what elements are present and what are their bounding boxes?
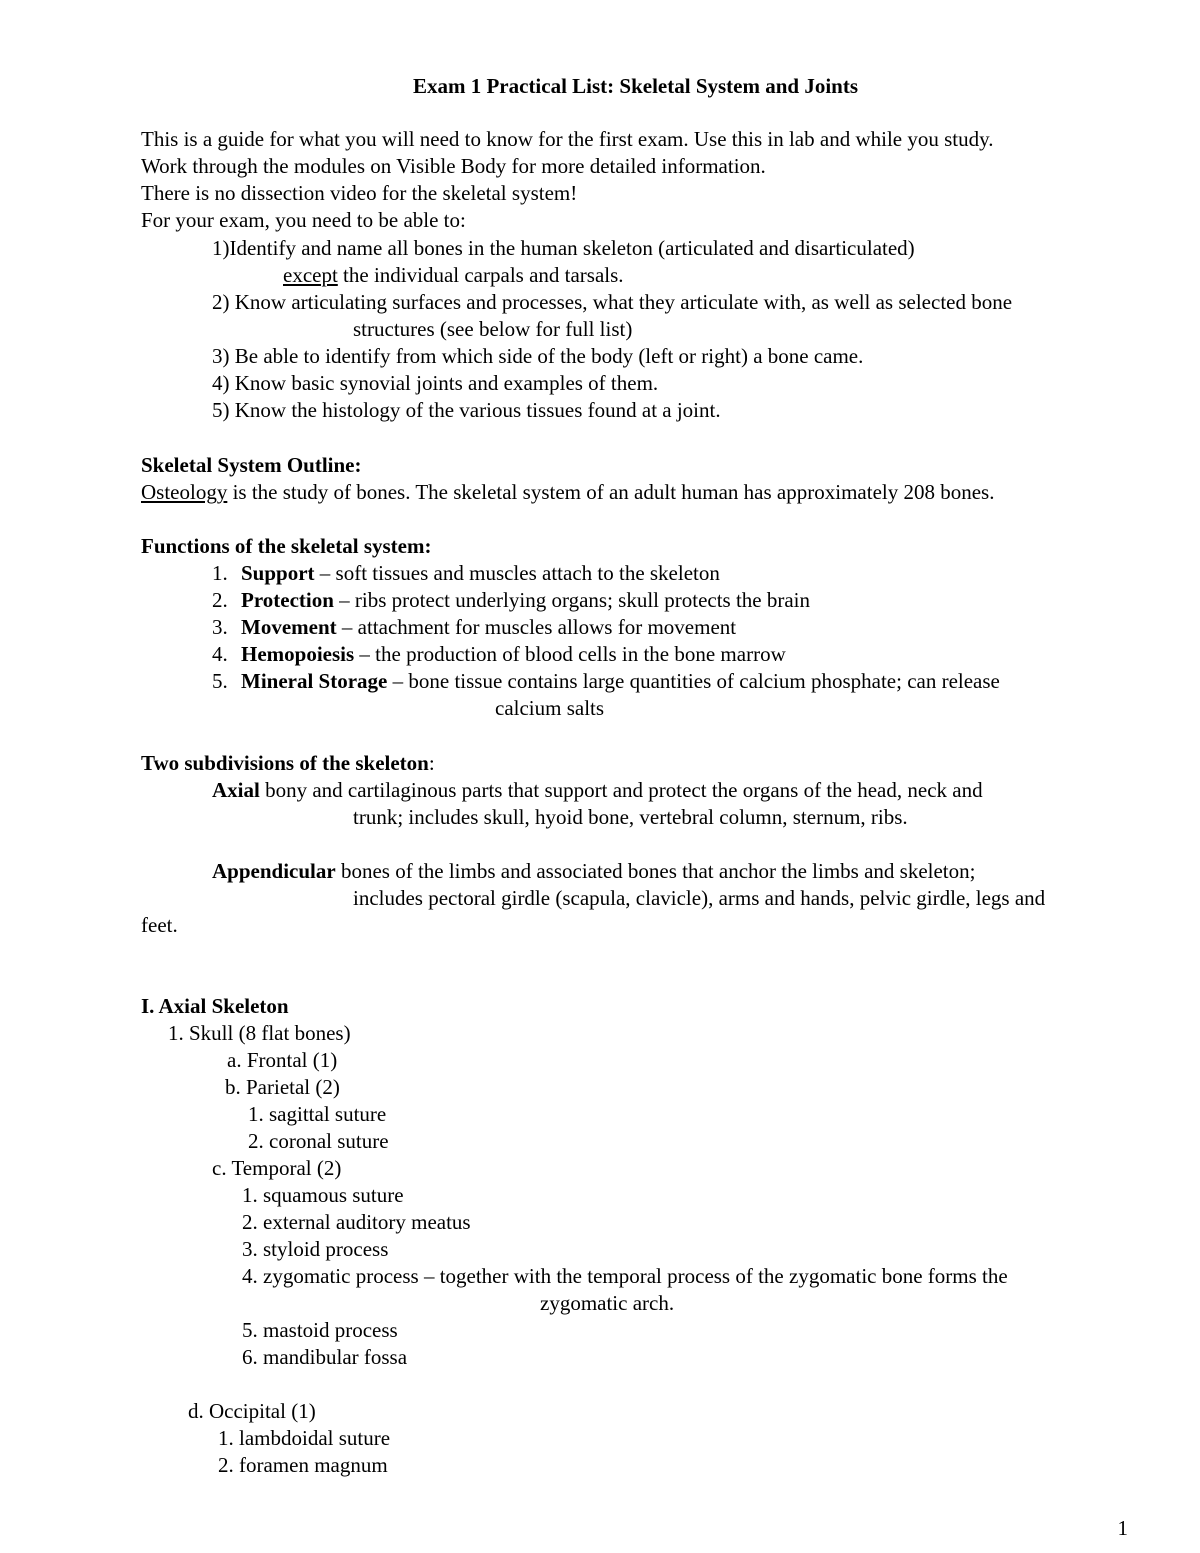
function-description: – bone tissue contains large quantities of calcium phosphate; can release: [387, 669, 1000, 693]
temporal-subitem: 4. zygomatic process – together with the temporal process of the zygomatic bone forms the: [242, 1264, 1008, 1288]
intro-line-1: This is a guide for what you will need to know for the first exam. Use this in lab and while you study.: [141, 127, 994, 151]
function-term: Protection: [241, 588, 334, 612]
document-title: Exam 1 Practical List: Skeletal System and Joints: [412, 74, 859, 98]
intro-line-4: For your exam, you need to be able to:: [141, 208, 466, 232]
function-term: Support: [241, 561, 315, 585]
zygomatic-arch-continued: zygomatic arch.: [540, 1291, 675, 1315]
appendicular-definition-continued: includes pectoral girdle (scapula, clavicle), arms and hands, pelvic girdle, legs and: [353, 886, 1046, 910]
function-description: – attachment for muscles allows for movement: [336, 615, 737, 639]
function-item: [212, 614, 736, 641]
parietal-subitem: 2. coronal suture: [248, 1129, 389, 1153]
outline-heading: Skeletal System Outline:: [141, 453, 362, 477]
function-item: [212, 641, 786, 668]
function-number: 3.: [212, 615, 228, 639]
frontal-item: a. Frontal (1): [227, 1048, 338, 1072]
temporal-subitem: 5. mastoid process: [242, 1318, 398, 1342]
parietal-item: b. Parietal (2): [225, 1075, 340, 1099]
appendicular-definition: Appendicular bones of the limbs and associated bones that anchor the limbs and skeleton;: [212, 859, 976, 883]
intro-line-3: There is no dissection video for the skeletal system!: [141, 181, 578, 205]
requirement-3: 3) Be able to identify from which side of the body (left or right) a bone came.: [212, 344, 864, 368]
requirement-1-continued: except the individual carpals and tarsals.: [283, 263, 624, 287]
intro-line-2: Work through the modules on Visible Body for more detailed information.: [141, 154, 766, 178]
function-term: Hemopoiesis: [241, 642, 355, 666]
function-5-continued: calcium salts: [495, 696, 605, 720]
requirement-2: 2) Know articulating surfaces and processes, what they articulate with, as well as selected bone: [212, 290, 1013, 314]
osteology-definition: Osteology is the study of bones. The skeletal system of an adult human has approximately 208 bones.: [141, 480, 995, 504]
function-item: [212, 560, 720, 587]
parietal-subitem: 1. sagittal suture: [248, 1102, 387, 1126]
temporal-subitem: 2. external auditory meatus: [242, 1210, 471, 1234]
function-term: Mineral Storage: [241, 669, 388, 693]
function-number: 2.: [212, 588, 228, 612]
subdivisions-heading: Two subdivisions of the skeleton:: [141, 751, 435, 775]
function-description: – the production of blood cells in the bone marrow: [354, 642, 786, 666]
page-number: 1: [1117, 1516, 1128, 1540]
requirement-1: 1)Identify and name all bones in the human skeleton (articulated and disarticulated): [212, 236, 915, 260]
axial-definition: Axial bony and cartilaginous parts that support and protect the organs of the head, neck and: [212, 778, 983, 802]
appendicular-term: Appendicular: [212, 859, 336, 883]
function-term: Movement: [241, 615, 337, 639]
temporal-subitem: 3. styloid process: [242, 1237, 389, 1261]
requirement-4: 4) Know basic synovial joints and examples of them.: [212, 371, 659, 395]
function-item: [212, 587, 810, 614]
occipital-subitem: 1. lambdoidal suture: [218, 1426, 391, 1450]
function-number: 4.: [212, 642, 228, 666]
functions-heading: Functions of the skeletal system:: [141, 534, 432, 558]
except-underlined: except: [283, 263, 338, 287]
temporal-subitem: 1. squamous suture: [242, 1183, 404, 1207]
occipital-item: d. Occipital (1): [188, 1399, 316, 1423]
requirement-2-continued: structures (see below for full list): [353, 317, 633, 341]
occipital-subitem: 2. foramen magnum: [218, 1453, 388, 1477]
function-number: 5.: [212, 669, 228, 693]
requirement-5: 5) Know the histology of the various tissues found at a joint.: [212, 398, 721, 422]
temporal-subitem: 6. mandibular fossa: [242, 1345, 408, 1369]
temporal-item: c. Temporal (2): [212, 1156, 342, 1180]
function-item: [212, 668, 1000, 695]
axial-skeleton-heading: I. Axial Skeleton: [141, 994, 289, 1018]
osteology-term: Osteology: [141, 480, 228, 504]
function-description: – soft tissues and muscles attach to the skeleton: [314, 561, 720, 585]
appendicular-definition-end: feet.: [141, 913, 178, 937]
skull-item: 1. Skull (8 flat bones): [168, 1021, 351, 1045]
axial-term: Axial: [212, 778, 260, 802]
function-description: – ribs protect underlying organs; skull protects the brain: [333, 588, 811, 612]
axial-definition-continued: trunk; includes skull, hyoid bone, vertebral column, sternum, ribs.: [353, 805, 908, 829]
function-number: 1.: [212, 561, 228, 585]
